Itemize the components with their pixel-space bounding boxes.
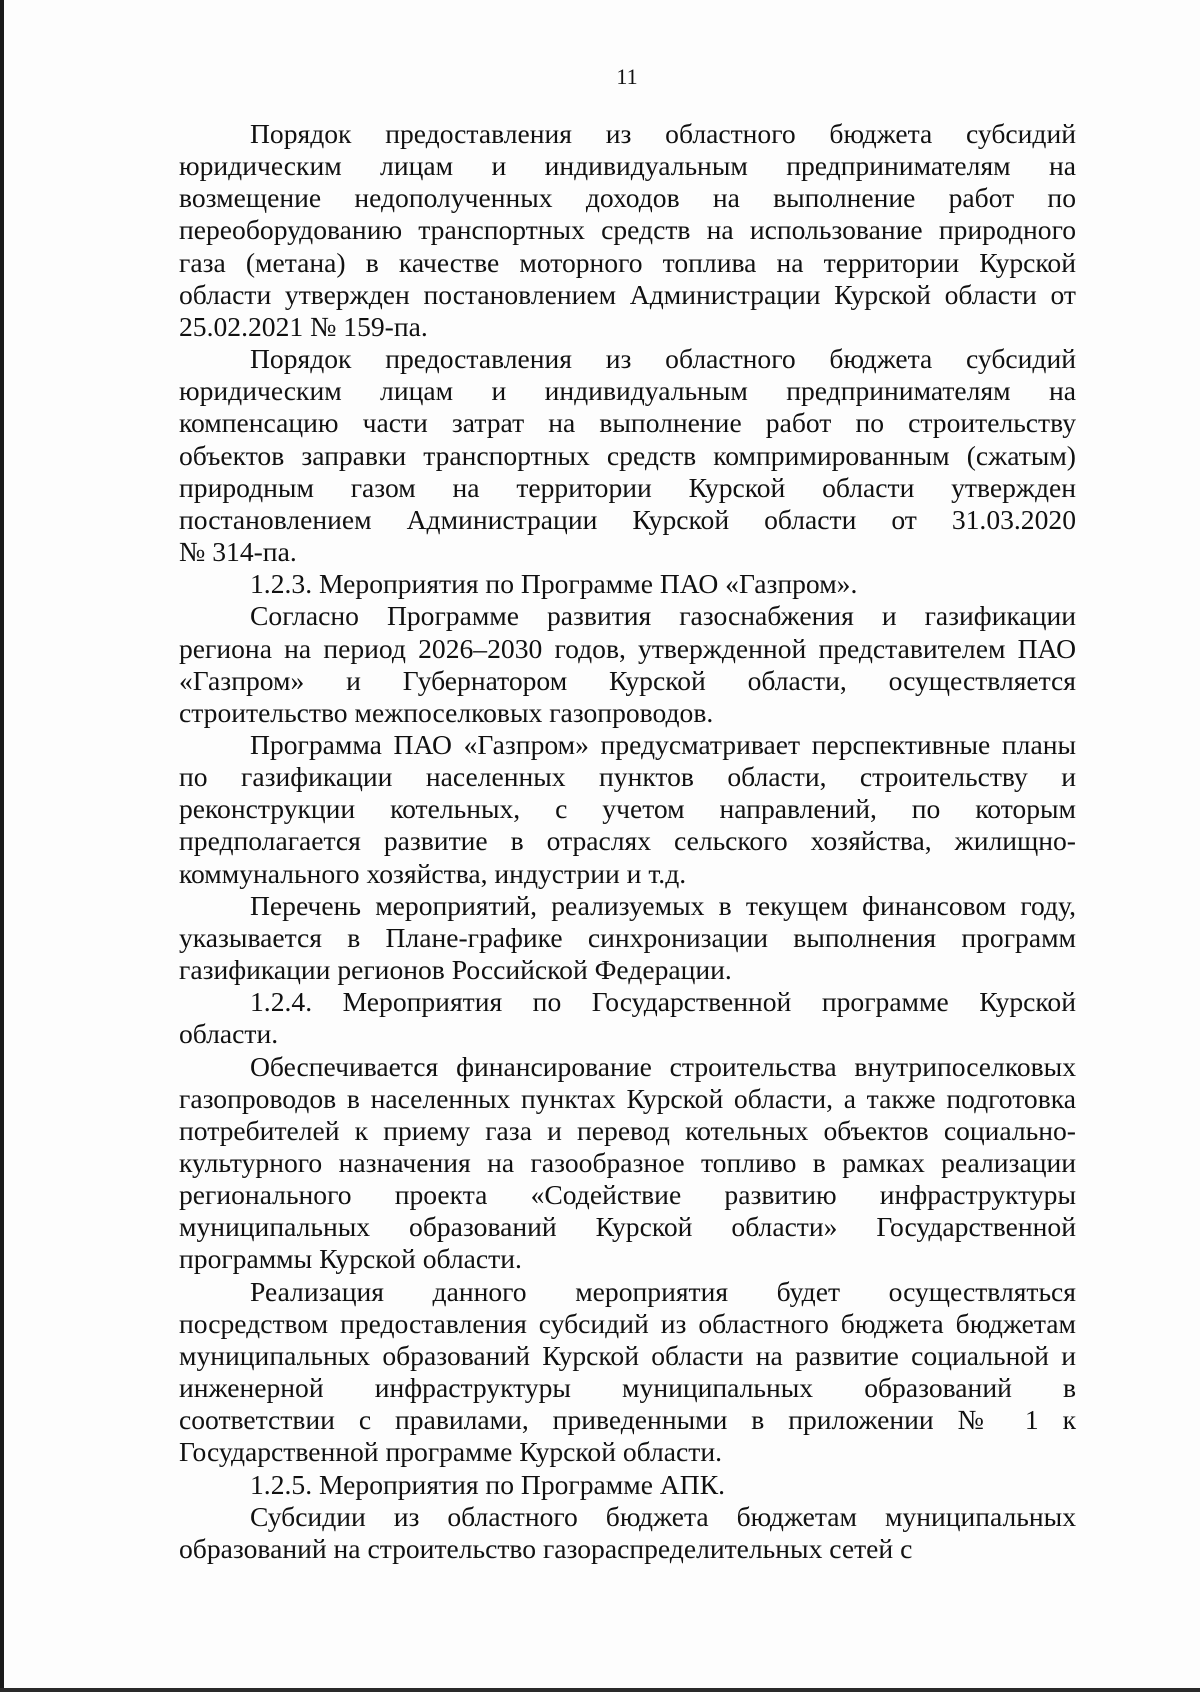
text-line: по газификации населенных пунктов области, строительству и [179, 761, 1076, 793]
text-line: Обеспечивается финансирование строительства внутрипоселковых [250, 1050, 1076, 1082]
text-line: коммунального хозяйства, индустрии и т.д. [179, 857, 687, 889]
paragraph [179, 1469, 1076, 1501]
paragraph [179, 1051, 1076, 1276]
paragraph [179, 343, 1076, 568]
text-line: газификации регионов Российской Федерации. [179, 954, 732, 986]
text-line: газопроводов в населенных пунктах Курской области, а также подготовка [179, 1082, 1076, 1114]
paragraph [179, 568, 1076, 600]
text-line: программы Курской области. [179, 1243, 522, 1275]
text-line: Субсидии из областного бюджета бюджетам муниципальных [250, 1500, 1076, 1532]
text-line: Порядок предоставления из областного бюджета субсидий [250, 343, 1076, 375]
paragraph [179, 1276, 1076, 1469]
text-line: Порядок предоставления из областного бюджета субсидий [250, 118, 1076, 149]
text-line: Перечень мероприятий, реализуемых в текущем финансовом году, [250, 889, 1076, 921]
text-line: 1.2.3. Мероприятия по Программе ПАО «Газпром». [250, 568, 858, 600]
text-line: 1.2.4. Мероприятия по Государственной программе Курской [250, 986, 1076, 1018]
text-line: № 314-па. [179, 536, 297, 568]
text-line: строительство межпоселковых газопроводов. [179, 696, 714, 728]
text-line: газа (метана) в качестве моторного топлива на территории Курской [179, 246, 1076, 278]
text-line: муниципальных образований Курской области» Государственной [179, 1211, 1076, 1243]
text-line: объектов заправки транспортных средств компримированным (сжатым) [179, 439, 1076, 471]
text-line: образований на строительство газораспределительных сетей с [179, 1532, 913, 1564]
text-line: культурного назначения на газообразное топливо в рамках реализации [179, 1147, 1076, 1178]
text-line: Программа ПАО «Газпром» предусматривает перспективные планы [250, 728, 1076, 760]
paragraph [179, 1501, 1076, 1565]
text-line: природным газом на территории Курской области утвержден [179, 471, 1076, 503]
text-line: муниципальных образований Курской области на развитие социальной и [179, 1339, 1076, 1371]
text-line: компенсацию части затрат на выполнение работ по строительству [179, 407, 1076, 439]
text-line: «Газпром» и Губернатором Курской области, осуществляется [179, 664, 1076, 696]
scan-edge-left [0, 0, 4, 1692]
paragraph [179, 729, 1076, 890]
text-line: переоборудованию транспортных средств на использование природного [179, 214, 1076, 246]
text-line: постановлением Администрации Курской области от 31.03.2020 [179, 503, 1076, 535]
text-line: указывается в Плане-графике синхронизации выполнения программ [179, 921, 1076, 953]
text-line: предполагается развитие в отраслях сельского хозяйства, жилищно- [179, 825, 1076, 857]
text-line: области утвержден постановлением Администрации Курской области от [179, 278, 1076, 310]
scan-edge-bottom [0, 1688, 1200, 1692]
text-line: реконструкции котельных, с учетом направлений, по которым [179, 793, 1076, 825]
text-line: 25.02.2021 № 159-па. [179, 310, 428, 342]
text-line: юридическим лицам и индивидуальным предпринимателям на [179, 150, 1076, 182]
text-line: возмещение недополученных доходов на выполнение работ по [179, 182, 1076, 214]
paragraph [179, 118, 1076, 343]
text-line: Государственной программе Курской области. [179, 1436, 723, 1468]
text-line: Согласно Программе развития газоснабжения и газификации [250, 600, 1076, 632]
paragraph [179, 890, 1076, 986]
text-line: регионального проекта «Содействие развитию инфраструктуры [179, 1179, 1076, 1211]
text-line: потребителей к приему газа и перевод котельных объектов социально- [179, 1114, 1076, 1146]
text-line: области. [179, 1018, 279, 1050]
text-line: Реализация данного мероприятия будет осуществляться [250, 1275, 1076, 1307]
paragraph [179, 600, 1076, 729]
page-number: 11 [616, 64, 638, 89]
document-body [179, 118, 1076, 1565]
text-line: региона на период 2026–2030 годов, утвержденной представителем ПАО [179, 632, 1076, 664]
text-line: 1.2.5. Мероприятия по Программе АПК. [250, 1468, 726, 1500]
text-line: соответствии с правилами, приведенными в приложении № 1 к [179, 1404, 1076, 1436]
text-line: посредством предоставления субсидий из областного бюджета бюджетам [179, 1307, 1076, 1339]
paragraph [179, 986, 1076, 1050]
text-line: юридическим лицам и индивидуальным предпринимателям на [179, 375, 1076, 407]
text-line: инженерной инфраструктуры муниципальных образований в [179, 1372, 1076, 1404]
